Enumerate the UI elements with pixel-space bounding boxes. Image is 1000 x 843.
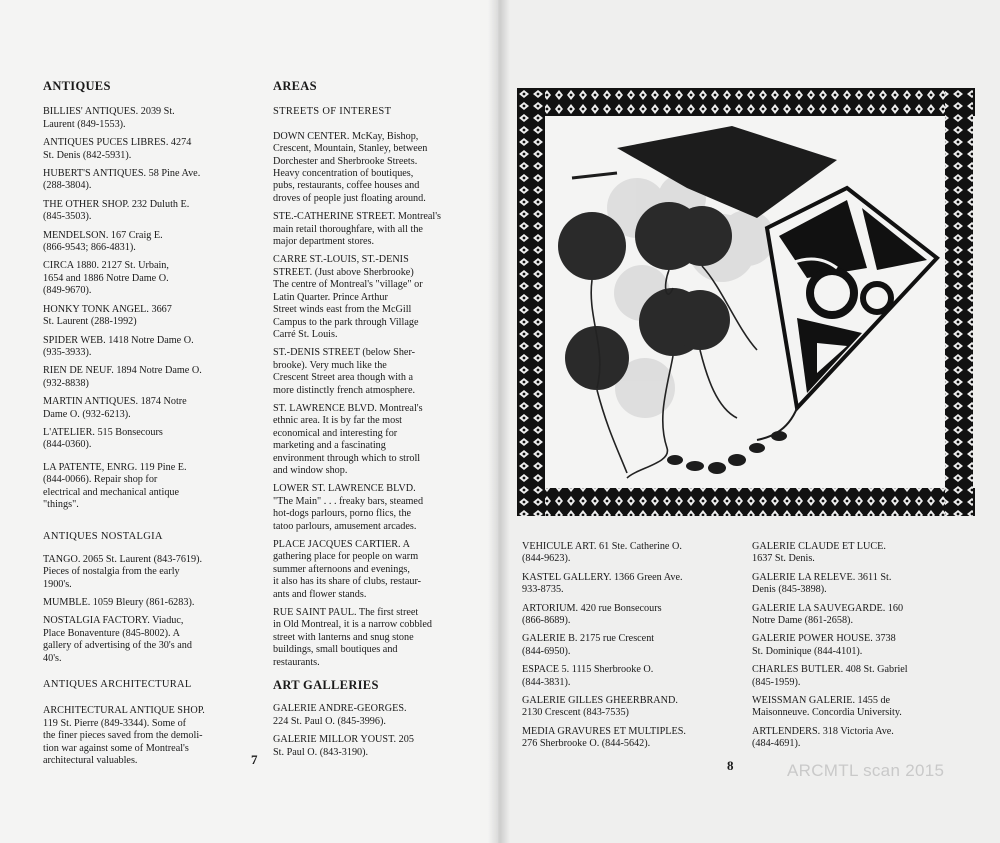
list-item: ARTLENDERS. 318 Victoria Ave. (484-4691). [752,725,894,750]
list-item: CIRCA 1880. 2127 St. Urbain, 1654 and 1886 Notre Dame O. (849-9670). [43,260,169,297]
page-number-right: 8 [727,758,734,773]
list-item: MUMBLE. 1059 Bleury (861-6283). [43,597,195,608]
list-item: NOSTALGIA FACTORY. Viaduc, Place Bonaventure (845-8002). A gallery of advertising of the 30's and 40's. [43,615,192,664]
illustration-svg [517,88,975,520]
list-item: ESPACE 5. 1115 Sherbrooke O. (844-3831). [522,664,654,688]
list-item: MENDELSON. 167 Craig E. (866-9543; 866-4831). [43,229,163,254]
scan-watermark: ARCMTL scan 2015 [787,761,945,780]
border-top [517,88,975,116]
balloon [670,290,730,350]
list-item: HONKY TONK ANGEL. 3667 St. Laurent (288-1992) [43,303,172,328]
list-item: SPIDER WEB. 1418 Notre Dame O. (935-3933). [43,334,194,358]
list-item: GALERIE POWER HOUSE. 3738 St. Dominique (844-4101). [752,633,896,657]
list-item: GALERIE GILLES GHEERBRAND. 2130 Crescent (843-7535) [522,695,678,719]
kite-and-balloons-illustration [517,88,975,520]
list-item: STE.-CATHERINE STREET. Montreal's main retail thoroughfare, with all the major department stores. [273,211,442,248]
page-number-left: 7 [251,752,258,767]
list-item: CHARLES BUTLER. 408 St. Gabriel (845-1959). [752,664,908,688]
list-item: WEISSMAN GALERIE. 1455 de Maisonneuve. Concordia University. [752,695,902,719]
art-galleries-heading: ART GALLERIES [273,678,379,693]
list-item: ARCHITECTURAL ANTIQUE SHOP. 119 St. Pierre (849-3344). Some of the finer pieces saved from the demoli- tion war against some of Montreal's architectural valuables. [43,705,205,767]
antiques-column [43,80,248,773]
antiques-list [43,106,248,511]
balloon [558,212,626,280]
border-bottom [517,488,975,516]
list-item: PLACE JACQUES CARTIER. A gathering place for people on warm summer afternoons and evenings, it also has its share of clubs, restaur- ants and flower stands. [273,539,422,600]
list-item: VEHICULE ART. 61 Ste. Catherine O. (844-9623). [522,541,682,565]
list-item: LOWER ST. LAWRENCE BLVD. "The Main" . . . freaky bars, steamed hot-dogs parlours, porno flics, the tatoo parlours, amusement arcades. [273,483,424,532]
list-item: RIEN DE NEUF. 1894 Notre Dame O. (932-8838) [43,365,202,389]
list-item: GALERIE B. 2175 rue Crescent (844-6950). [522,633,655,657]
antiques-nostalgia-heading: ANTIQUES NOSTALGIA [43,531,163,543]
antiques-nostalgia-list [43,554,248,665]
list-item: GALERIE LA SAUVEGARDE. 160 Notre Dame (861-2658). [752,602,904,627]
border-left [517,88,545,516]
antiques-heading: ANTIQUES [43,79,111,93]
list-item: L'ATELIER. 515 Bonsecours (844-0360). [43,426,163,451]
art-galleries-list [273,703,473,759]
list-item: CARRE ST.-LOUIS, ST.-DENIS STREET. (Just above Sherbrooke) The centre of Montreal's "village" or Latin Quarter. Prince Arthur Street winds east from the McGill Campus to the park through Village Carré St. Louis. [273,254,423,340]
list-item: MARTIN ANTIQUES. 1874 Notre Dame O. (932-6213). [43,396,187,420]
list-item: ARTORIUM. 420 rue Bonsecours (866-8689). [522,602,662,627]
list-item: GALERIE CLAUDE ET LUCE. 1637 St. Denis. [752,541,886,565]
list-item: MEDIA GRAVURES ET MULTIPLES. 276 Sherbrooke O. (844-5642). [522,725,686,750]
list-item: BILLIES' ANTIQUES. 2039 St. Laurent (849-1553). [43,106,175,130]
areas-column [273,80,473,765]
list-item: DOWN CENTER. McKay, Bishop, Crescent, Mountain, Stanley, between Dorchester and Sherbrooke Streets. Heavy concentration of boutiques, pubs, restaurants, coffee houses and droves of people just floating around. [273,130,428,204]
list-item: LA PATENTE, ENRG. 119 Pine E. (844-0066). Repair shop for electrical and mechanical antique "things". [43,461,187,510]
book-gutter [488,0,510,843]
list-item: THE OTHER SHOP. 232 Duluth E. (845-3503). [43,198,190,223]
list-item: RUE SAINT PAUL. The first street in Old Montreal, it is a narrow cobbled street with lanterns and snug stone buildings, small boutiques and restaurants. [273,607,433,668]
list-item: HUBERT'S ANTIQUES. 58 Pine Ave. (288-3804). [43,168,201,192]
list-item: GALERIE MILLOR YOUST. 205 St. Paul O. (843-3190). [273,734,414,758]
list-item: ST.-DENIS STREET (below Sher- brooke). Very much like the Crescent Street area though with a more distinctly french atmosphere. [273,347,416,396]
list-item: GALERIE ANDRE-GEORGES. 224 St. Paul O. (845-3996). [273,703,407,727]
galleries-column-2 [752,541,967,757]
areas-heading: AREAS [273,79,317,93]
list-item: KASTEL GALLERY. 1366 Green Ave. 933-8735. [522,571,683,596]
border-right [945,88,973,516]
list-item: ST. LAWRENCE BLVD. Montreal's ethnic area. It is by far the most economical and interesting for marketing and a fascinating environment through which to stroll and window shop. [273,402,423,476]
streets-of-interest-heading: STREETS OF INTEREST [273,106,392,118]
balloon [672,206,732,266]
list-item: ANTIQUES PUCES LIBRES. 4274 St. Denis (842-5931). [43,137,192,161]
galleries-column-1 [522,541,747,757]
list-item: GALERIE LA RELEVE. 3611 St. Denis (845-3898). [752,571,892,596]
list-item: TANGO. 2065 St. Laurent (843-7619). Pieces of nostalgia from the early 1900's. [43,553,203,590]
streets-list [273,131,473,669]
antiques-architectural-heading: ANTIQUES ARCHITECTURAL [43,679,192,691]
antiques-architectural-list [43,705,248,767]
